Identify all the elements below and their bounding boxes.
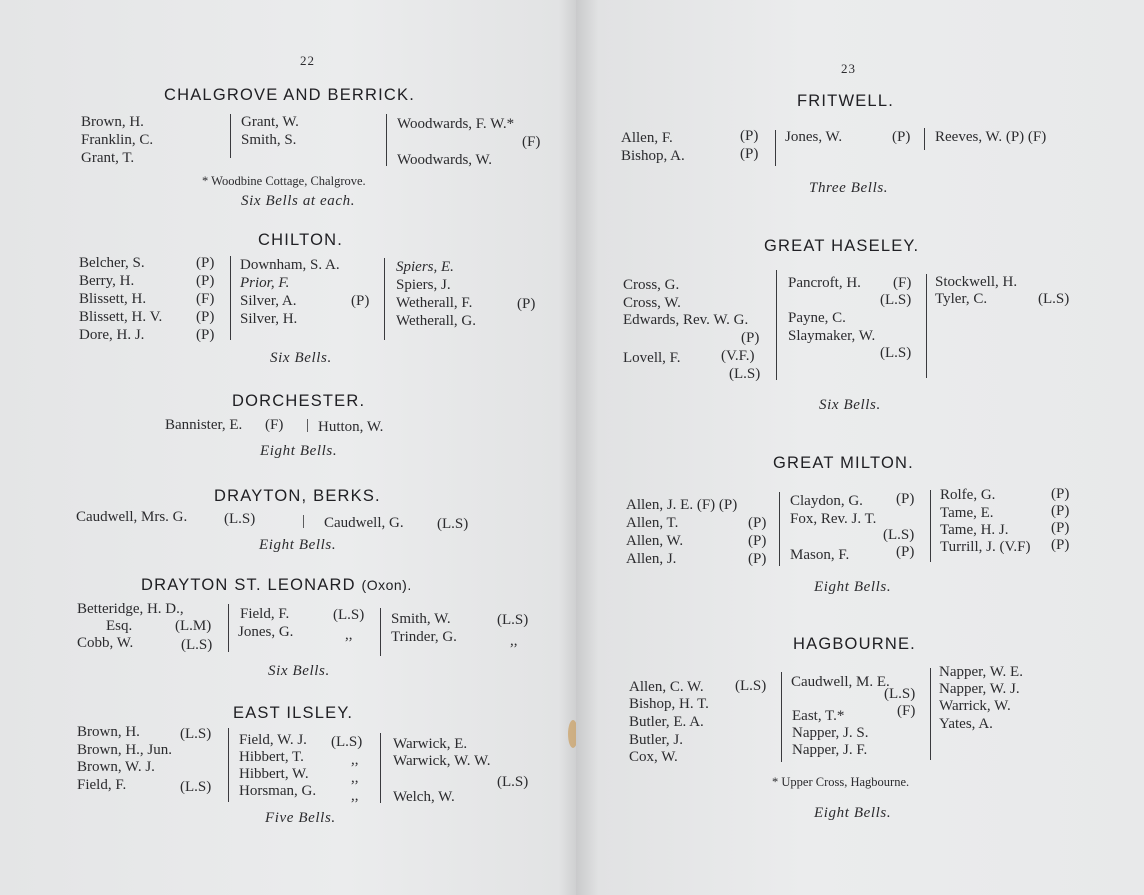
section-title: DRAYTON, BERKS. <box>214 487 381 505</box>
ringer-name: Horsman, G. <box>239 783 317 799</box>
ringer-name: Napper, J. F. <box>792 742 868 758</box>
column-divider <box>230 114 231 158</box>
ringer-qualification: (L.S) <box>331 734 363 750</box>
ringer-qualification: (L.S) <box>224 511 256 527</box>
ringer-name: Hibbert, W. <box>239 766 309 782</box>
ringer-qualification: (L.S) <box>735 678 767 694</box>
ringer-qualification: (P) <box>196 255 215 271</box>
ditto-mark: ,, <box>351 770 359 786</box>
section-title-suffix: (Oxon). <box>361 577 412 593</box>
ringer-name: Stockwell, H. <box>935 274 1018 290</box>
column-divider <box>930 668 931 760</box>
ringer-name: Mason, F. <box>790 547 850 563</box>
ringer-qualification: (P) <box>517 296 536 312</box>
ringer-qualification: (P) <box>748 533 767 549</box>
ringer-name: Claydon, G. <box>790 493 863 509</box>
ringer-qualification: (P) <box>351 293 370 309</box>
ringer-qualification: (L.S) <box>181 637 213 653</box>
ringer-name: Field, W. J. <box>239 732 307 748</box>
ringer-name: Welch, W. <box>393 789 455 805</box>
page-number: 23 <box>841 61 856 76</box>
ringer-name: Jones, W. <box>785 129 843 145</box>
ringer-qualification: (F) <box>897 703 916 719</box>
ringer-qualification: (P) <box>896 544 915 560</box>
ditto-mark: ,, <box>351 788 359 804</box>
ringer-name: Slaymaker, W. <box>788 328 876 344</box>
ringer-name: Spiers, J. <box>396 277 451 293</box>
bells-note: Five Bells. <box>265 810 336 826</box>
ringer-name: Allen, F. <box>621 130 673 146</box>
ringer-qualification: (L.S) <box>497 612 529 628</box>
ringer-name: Betteridge, H. D., <box>77 601 184 617</box>
ringer-qualification: (F) <box>265 417 284 433</box>
ringer-name: Bishop, H. T. <box>629 696 709 712</box>
column-divider <box>926 274 927 378</box>
ringer-name: Bannister, E. <box>165 417 243 433</box>
bells-note: Eight Bells. <box>260 443 338 459</box>
column-divider <box>924 128 925 150</box>
ringer-qualification: (P) <box>1051 503 1070 519</box>
ringer-qualification: (P) <box>740 146 759 162</box>
column-divider <box>779 492 780 566</box>
footnote: * Upper Cross, Hagbourne. <box>772 775 910 789</box>
ringer-qualification: (P) <box>1051 486 1070 502</box>
ringer-name: Franklin, C. <box>81 132 154 148</box>
section-title: GREAT MILTON. <box>773 454 914 472</box>
ringer-name: Butler, E. A. <box>629 714 704 730</box>
ringer-name: Napper, W. J. <box>939 681 1020 697</box>
ringer-name: Brown, H. <box>81 114 144 130</box>
bells-note: Six Bells at each. <box>241 193 356 209</box>
column-divider <box>384 258 385 340</box>
section-title: CHILTON. <box>258 231 344 249</box>
ringer-qualification: (F) <box>196 291 215 307</box>
ringer-name: Reeves, W. (P) (F) <box>935 129 1047 145</box>
ringer-name: Cross, G. <box>623 277 680 293</box>
ringer-qualification: (P) <box>196 327 215 343</box>
ringer-name: Cross, W. <box>623 295 681 311</box>
ringer-qualification: (L.S) <box>497 774 529 790</box>
ringer-name: Silver, A. <box>240 293 297 309</box>
ringer-name: Wetherall, G. <box>396 313 477 329</box>
ringer-qualification: (L.S) <box>729 366 761 382</box>
ringer-name: Warwick, E. <box>393 736 468 752</box>
section-title-text: DRAYTON ST. LEONARD <box>141 576 356 594</box>
separator: | <box>302 513 306 529</box>
ringer-qualification: (P) <box>896 491 915 507</box>
ringer-qualification: (L.S) <box>880 292 912 308</box>
ringer-qualification: (P) <box>196 309 215 325</box>
ringer-name: Esq. <box>106 618 133 634</box>
ringer-name: Grant, T. <box>81 150 135 166</box>
ringer-name: Smith, W. <box>391 611 451 627</box>
column-divider <box>386 114 387 166</box>
ringer-qualification: (L.S) <box>1038 291 1070 307</box>
ringer-name: Hutton, W. <box>318 419 384 435</box>
ringer-name: Napper, W. E. <box>939 664 1023 680</box>
ringer-name: Yates, A. <box>939 716 993 732</box>
ringer-name: Napper, J. S. <box>792 725 869 741</box>
ringer-name: Rolfe, G. <box>940 487 996 503</box>
ditto-mark: ,, <box>510 633 518 649</box>
bells-note: Eight Bells. <box>259 537 337 553</box>
ditto-mark: ,, <box>351 752 359 768</box>
ringer-name: Allen, J. <box>626 551 677 567</box>
ringer-name: Payne, C. <box>788 310 846 326</box>
ringer-qualification: (L.S) <box>180 779 212 795</box>
right-page <box>576 0 1144 895</box>
ringer-name: Spiers, E. <box>396 259 454 275</box>
section-title <box>141 576 412 595</box>
ringer-name: Hibbert, T. <box>239 749 304 765</box>
ringer-name: Brown, H. <box>77 724 140 740</box>
section-title: CHALGROVE AND BERRICK. <box>164 86 416 104</box>
section-title: HAGBOURNE. <box>793 635 916 653</box>
column-divider <box>776 270 777 380</box>
ringer-name: Lovell, F. <box>623 350 681 366</box>
ringer-name: East, T.* <box>792 708 845 724</box>
ringer-name: Cox, W. <box>629 749 678 765</box>
ringer-qualification: (F) <box>893 275 912 291</box>
column-divider <box>930 490 931 562</box>
bells-note: Eight Bells. <box>814 579 892 595</box>
ringer-name: Wetherall, F. <box>396 295 473 311</box>
column-divider <box>781 672 782 762</box>
ringer-name: Warrick, W. <box>939 698 1011 714</box>
ringer-name: Allen, T. <box>626 515 679 531</box>
ringer-name: Cobb, W. <box>77 635 134 651</box>
bells-note: Three Bells. <box>809 180 889 196</box>
column-divider <box>775 130 776 166</box>
ringer-name: Fox, Rev. J. T. <box>790 511 877 527</box>
ringer-qualification: (L.S) <box>880 345 912 361</box>
section-title: FRITWELL. <box>797 92 894 110</box>
ringer-name: Brown, H., Jun. <box>77 742 173 758</box>
ringer-name: Field, F. <box>240 606 290 622</box>
ringer-qualification: (L.S) <box>180 726 212 742</box>
ringer-qualification: (F) <box>522 134 541 150</box>
ringer-name: Woodwards, F. W.* <box>397 116 515 132</box>
column-divider <box>380 608 381 656</box>
ringer-name: Belcher, S. <box>79 255 145 271</box>
ringer-qualification: (P) <box>892 129 911 145</box>
section-title: DORCHESTER. <box>232 392 366 410</box>
ringer-name: Silver, H. <box>240 311 298 327</box>
ringer-name: Dore, H. J. <box>79 327 145 343</box>
ringer-name: Blissett, H. V. <box>79 309 163 325</box>
ringer-name: Woodwards, W. <box>397 152 493 168</box>
bells-note: Eight Bells. <box>814 805 892 821</box>
ringer-name: Caudwell, M. E. <box>791 674 890 690</box>
ringer-name: Tyler, C. <box>935 291 988 307</box>
ringer-qualification: (L.S) <box>884 686 916 702</box>
column-divider <box>228 728 229 802</box>
ringer-qualification: (V.F.) <box>721 348 755 364</box>
ringer-qualification: (L.S) <box>333 607 365 623</box>
ringer-name: Smith, S. <box>241 132 297 148</box>
ringer-name: Berry, H. <box>79 273 135 289</box>
column-divider <box>380 733 381 803</box>
ringer-name: Warwick, W. W. <box>393 753 491 769</box>
section-title: EAST ILSLEY. <box>233 704 354 722</box>
ringer-name: Caudwell, G. <box>324 515 404 531</box>
footnote: * Woodbine Cottage, Chalgrove. <box>202 174 366 188</box>
ringer-qualification: (P) <box>748 551 767 567</box>
ringer-name: Edwards, Rev. W. G. <box>623 312 749 328</box>
ringer-name: Tame, E. <box>940 505 994 521</box>
ringer-name: Jones, G. <box>238 624 294 640</box>
ringer-name: Allen, W. <box>626 533 684 549</box>
bells-note: Six Bells. <box>819 397 881 413</box>
bells-note: Six Bells. <box>268 663 330 679</box>
ringer-name: Downham, S. A. <box>240 257 340 273</box>
ringer-name: Brown, W. J. <box>77 759 155 775</box>
ringer-name: Tame, H. J. <box>940 522 1009 538</box>
ringer-qualification: (P) <box>748 515 767 531</box>
column-divider <box>228 604 229 652</box>
page-number: 22 <box>300 53 315 68</box>
ringer-name: Field, F. <box>77 777 127 793</box>
ringer-qualification: (L.M) <box>175 618 212 634</box>
ringer-qualification: (P) <box>196 273 215 289</box>
ringer-name: Allen, J. E. (F) (P) <box>626 497 738 513</box>
ringer-name: Bishop, A. <box>621 148 685 164</box>
ringer-name: Allen, C. W. <box>629 679 704 695</box>
ringer-qualification: (P) <box>740 128 759 144</box>
column-divider <box>230 256 231 340</box>
ringer-name: Pancroft, H. <box>788 275 861 291</box>
ringer-qualification: (L.S) <box>437 516 469 532</box>
section-title: GREAT HASELEY. <box>764 237 920 255</box>
ringer-name: Prior, F. <box>240 275 290 291</box>
ringer-qualification: (L.S) <box>883 527 915 543</box>
ringer-qualification: (P) <box>1051 537 1070 553</box>
ditto-mark: ,, <box>345 627 353 643</box>
bells-note: Six Bells. <box>270 350 332 366</box>
ringer-name: Turrill, J. (V.F) <box>940 539 1031 555</box>
separator: | <box>306 417 310 433</box>
ringer-qualification: (P) <box>741 330 760 346</box>
ringer-name: Blissett, H. <box>79 291 147 307</box>
ringer-name: Trinder, G. <box>391 629 457 645</box>
ringer-name: Caudwell, Mrs. G. <box>76 509 188 525</box>
ringer-name: Butler, J. <box>629 732 683 748</box>
ringer-name: Grant, W. <box>241 114 299 130</box>
ringer-qualification: (P) <box>1051 520 1070 536</box>
